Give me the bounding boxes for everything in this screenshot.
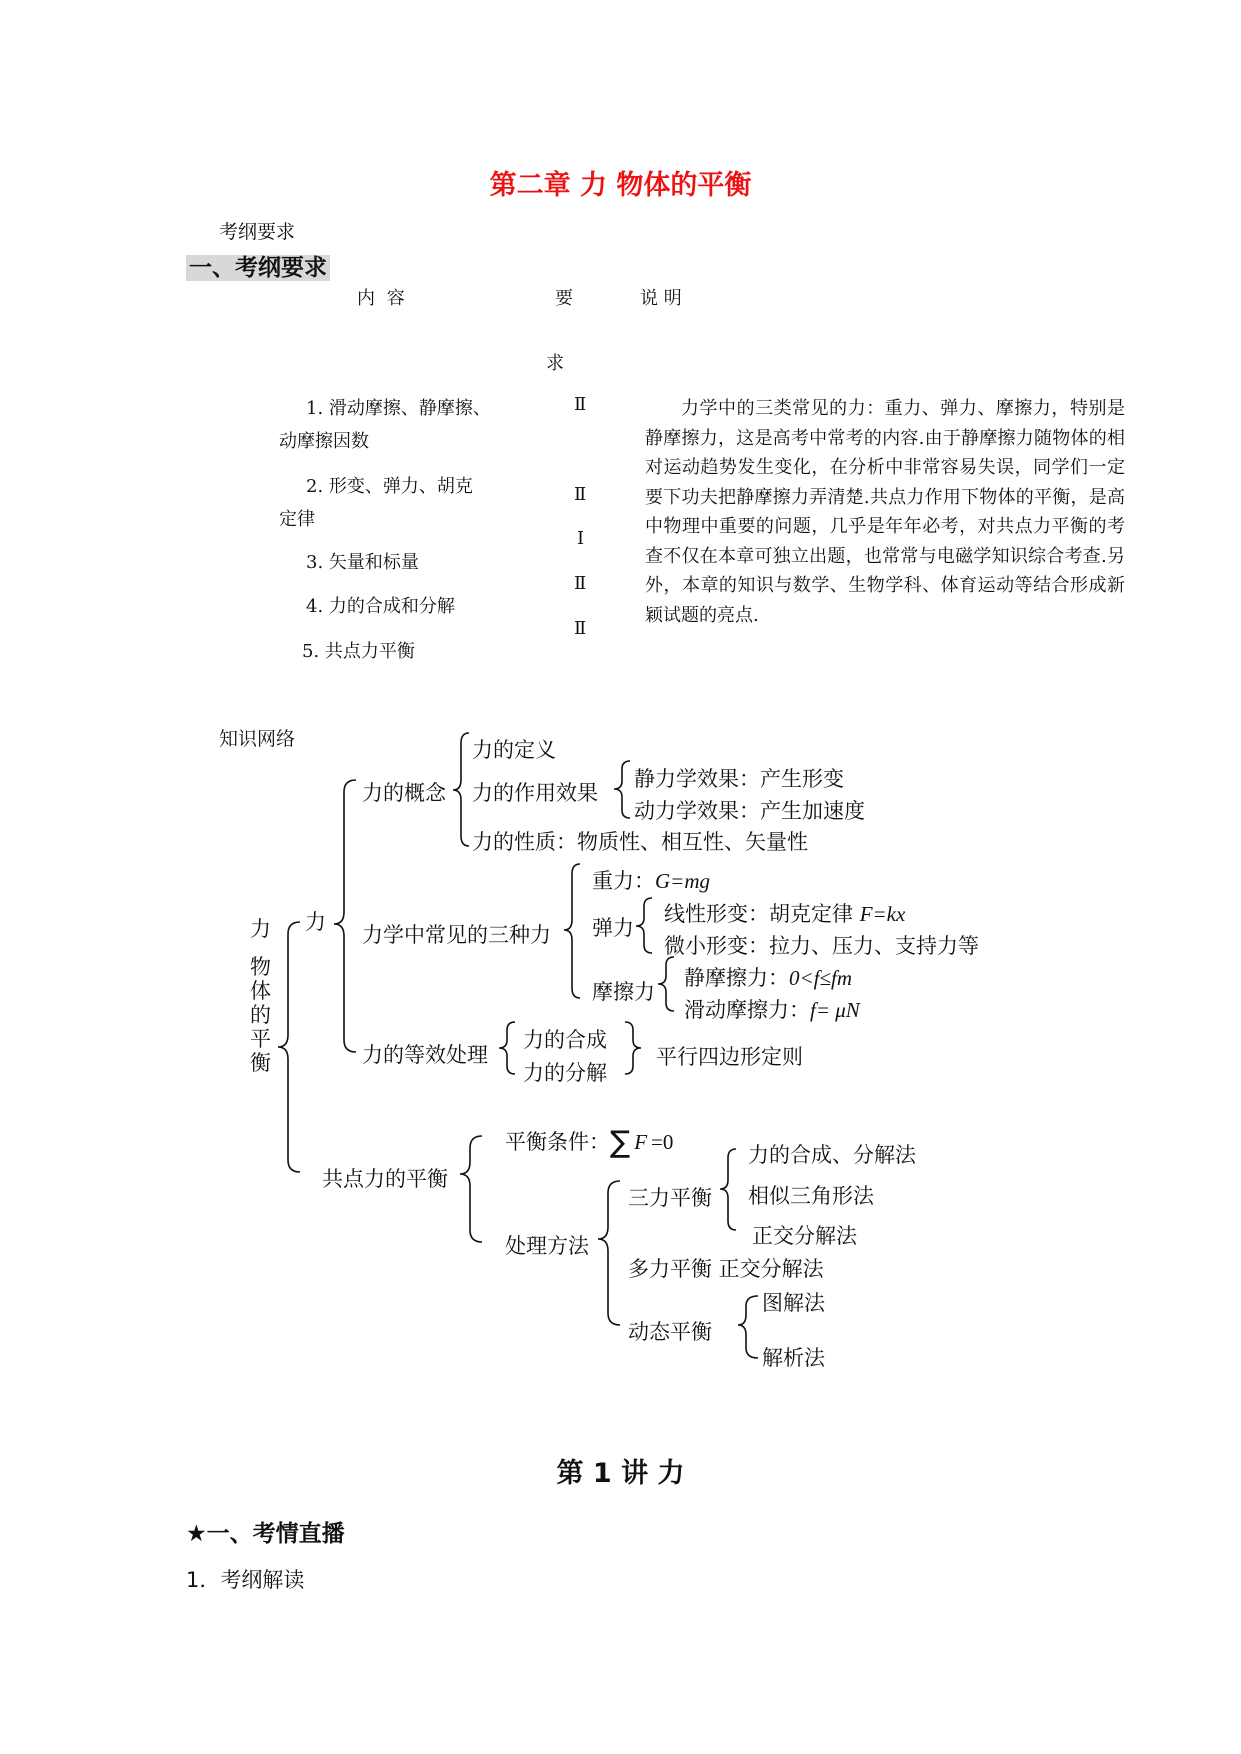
node-dynamic-eq: 动态平衡 — [628, 1320, 712, 1344]
node-micro-deform: 微小形变：拉力、压力、支持力等 — [664, 934, 979, 958]
friction-brace — [658, 957, 674, 1011]
node-concept: 力的概念 — [362, 781, 446, 805]
gravity-label: 重力： — [592, 869, 655, 893]
sliding-friction-formula: f= μN — [810, 998, 860, 1022]
node-equilibrium: 共点力的平衡 — [322, 1167, 448, 1191]
gravity-formula: G=mg — [655, 869, 711, 893]
condition-label: 平衡条件： — [505, 1130, 610, 1154]
node-condition — [505, 1125, 673, 1160]
root-sub: 物体的平衡 — [250, 955, 271, 1075]
branch-force: 力 — [305, 910, 326, 934]
node-friction: 摩擦力 — [592, 980, 655, 1004]
table-header-requirement: 要 — [555, 288, 573, 309]
table-row-2-line1: 2. 形变、弹力、胡克 — [306, 476, 473, 497]
table-header-content: 内 容 — [357, 288, 405, 309]
network-label: 知识网络 — [219, 728, 296, 750]
lecture-sub-heading: 1．考纲解读 — [186, 1568, 305, 1592]
section1-heading-text: 一、考纲要求 — [186, 255, 330, 281]
dynamic-eq-brace — [738, 1296, 758, 1358]
three-forces-brace — [564, 864, 580, 998]
equivalent-right-brace — [625, 1022, 641, 1074]
table-level-5: Ⅱ — [574, 618, 587, 639]
node-multi-force-eq: 多力平衡 正交分解法 — [628, 1257, 824, 1281]
methods-brace — [598, 1181, 620, 1325]
node-static-friction — [684, 962, 852, 992]
node-sliding-friction — [684, 994, 860, 1024]
node-linear-deform — [664, 898, 905, 928]
table-row-3: 3. 矢量和标量 — [306, 552, 419, 573]
root-brace — [278, 922, 300, 1172]
node-analytic-method: 解析法 — [762, 1346, 825, 1370]
node-method-1: 力的合成、分解法 — [748, 1143, 916, 1167]
lecture-section-heading: ★一、考情直播 — [186, 1521, 345, 1547]
concept-brace — [453, 733, 469, 846]
node-elastic: 弹力 — [592, 916, 634, 940]
outline-label: 考纲要求 — [219, 221, 296, 243]
root-force: 力 — [250, 917, 271, 941]
table-row-4: 4. 力的合成和分解 — [306, 596, 455, 617]
table-level-4: Ⅱ — [574, 573, 587, 594]
force-brace — [334, 780, 356, 1052]
table-row-2-line2: 定律 — [279, 509, 315, 530]
table-header-requirement-tail: 求 — [546, 353, 564, 374]
equilibrium-brace — [460, 1136, 482, 1242]
three-force-eq-brace — [720, 1149, 736, 1230]
node-three-forces: 力学中常见的三种力 — [362, 923, 551, 947]
equivalent-brace — [499, 1022, 515, 1074]
table-description: 力学中的三类常见的力：重力、弹力、摩擦力，特别是静摩擦力，这是高考中常考的内容.由于静摩擦力随物体的相对运动趋势发生变化，在分析中非常容易失误，同学们一定要下功夫把静摩擦力弄清楚.共点力作用下物体的平衡，是高中物理中重要的问题，几乎是年年必考，对共点力平衡的考查不仅在本章可独立出题，也常常与电磁学知识综合考查.另外，本章的知识与数学、生物学科、体育运动等结合形成新颖试题的亮点. — [645, 398, 1125, 626]
node-parallelogram: 平行四边形定则 — [656, 1045, 803, 1069]
table-header-note: 说 明 — [640, 288, 682, 309]
lecture-title: 第 1 讲 力 — [556, 1458, 685, 1489]
node-equivalent: 力的等效处理 — [362, 1043, 488, 1067]
elastic-brace — [636, 898, 652, 953]
condition-equals-zero: =0 — [651, 1130, 674, 1154]
node-composition: 力的合成 — [523, 1028, 607, 1052]
node-method-2: 相似三角形法 — [748, 1184, 874, 1208]
table-row-5: 5. 共点力平衡 — [302, 641, 415, 662]
chapter-title: 第二章 力 物体的平衡 — [489, 170, 752, 201]
node-effect: 力的作用效果 — [472, 781, 598, 805]
table-row-1-line1: 1. 滑动摩擦、静摩擦、 — [306, 398, 491, 419]
node-dynamic-effect: 动力学效果：产生加速度 — [634, 799, 865, 823]
node-method-3: 正交分解法 — [752, 1224, 857, 1248]
node-graph-method: 图解法 — [762, 1291, 825, 1315]
node-static-effect: 静力学效果：产生形变 — [634, 767, 844, 791]
node-methods: 处理方法 — [505, 1234, 589, 1258]
table-level-1: Ⅱ — [574, 394, 587, 415]
node-nature: 力的性质：物质性、相互性、矢量性 — [472, 830, 808, 854]
linear-deform-label: 线性形变：胡克定律 — [664, 902, 860, 926]
table-level-3: Ⅰ — [577, 528, 585, 549]
sliding-friction-label: 滑动摩擦力： — [684, 998, 810, 1022]
static-friction-formula: 0<f≤fm — [789, 966, 853, 990]
node-gravity — [592, 865, 710, 895]
effect-brace — [614, 761, 630, 818]
table-row-1-line2: 动摩擦因数 — [279, 431, 369, 452]
node-three-force-eq: 三力平衡 — [628, 1186, 712, 1210]
linear-deform-formula: F=kx — [859, 902, 906, 926]
node-decomposition: 力的分解 — [523, 1061, 607, 1085]
node-definition: 力的定义 — [472, 738, 556, 762]
table-level-2: Ⅱ — [574, 484, 587, 505]
static-friction-label: 静摩擦力： — [684, 966, 789, 990]
condition-F: F — [634, 1130, 648, 1154]
sum-symbol: ∑ — [610, 1125, 631, 1160]
